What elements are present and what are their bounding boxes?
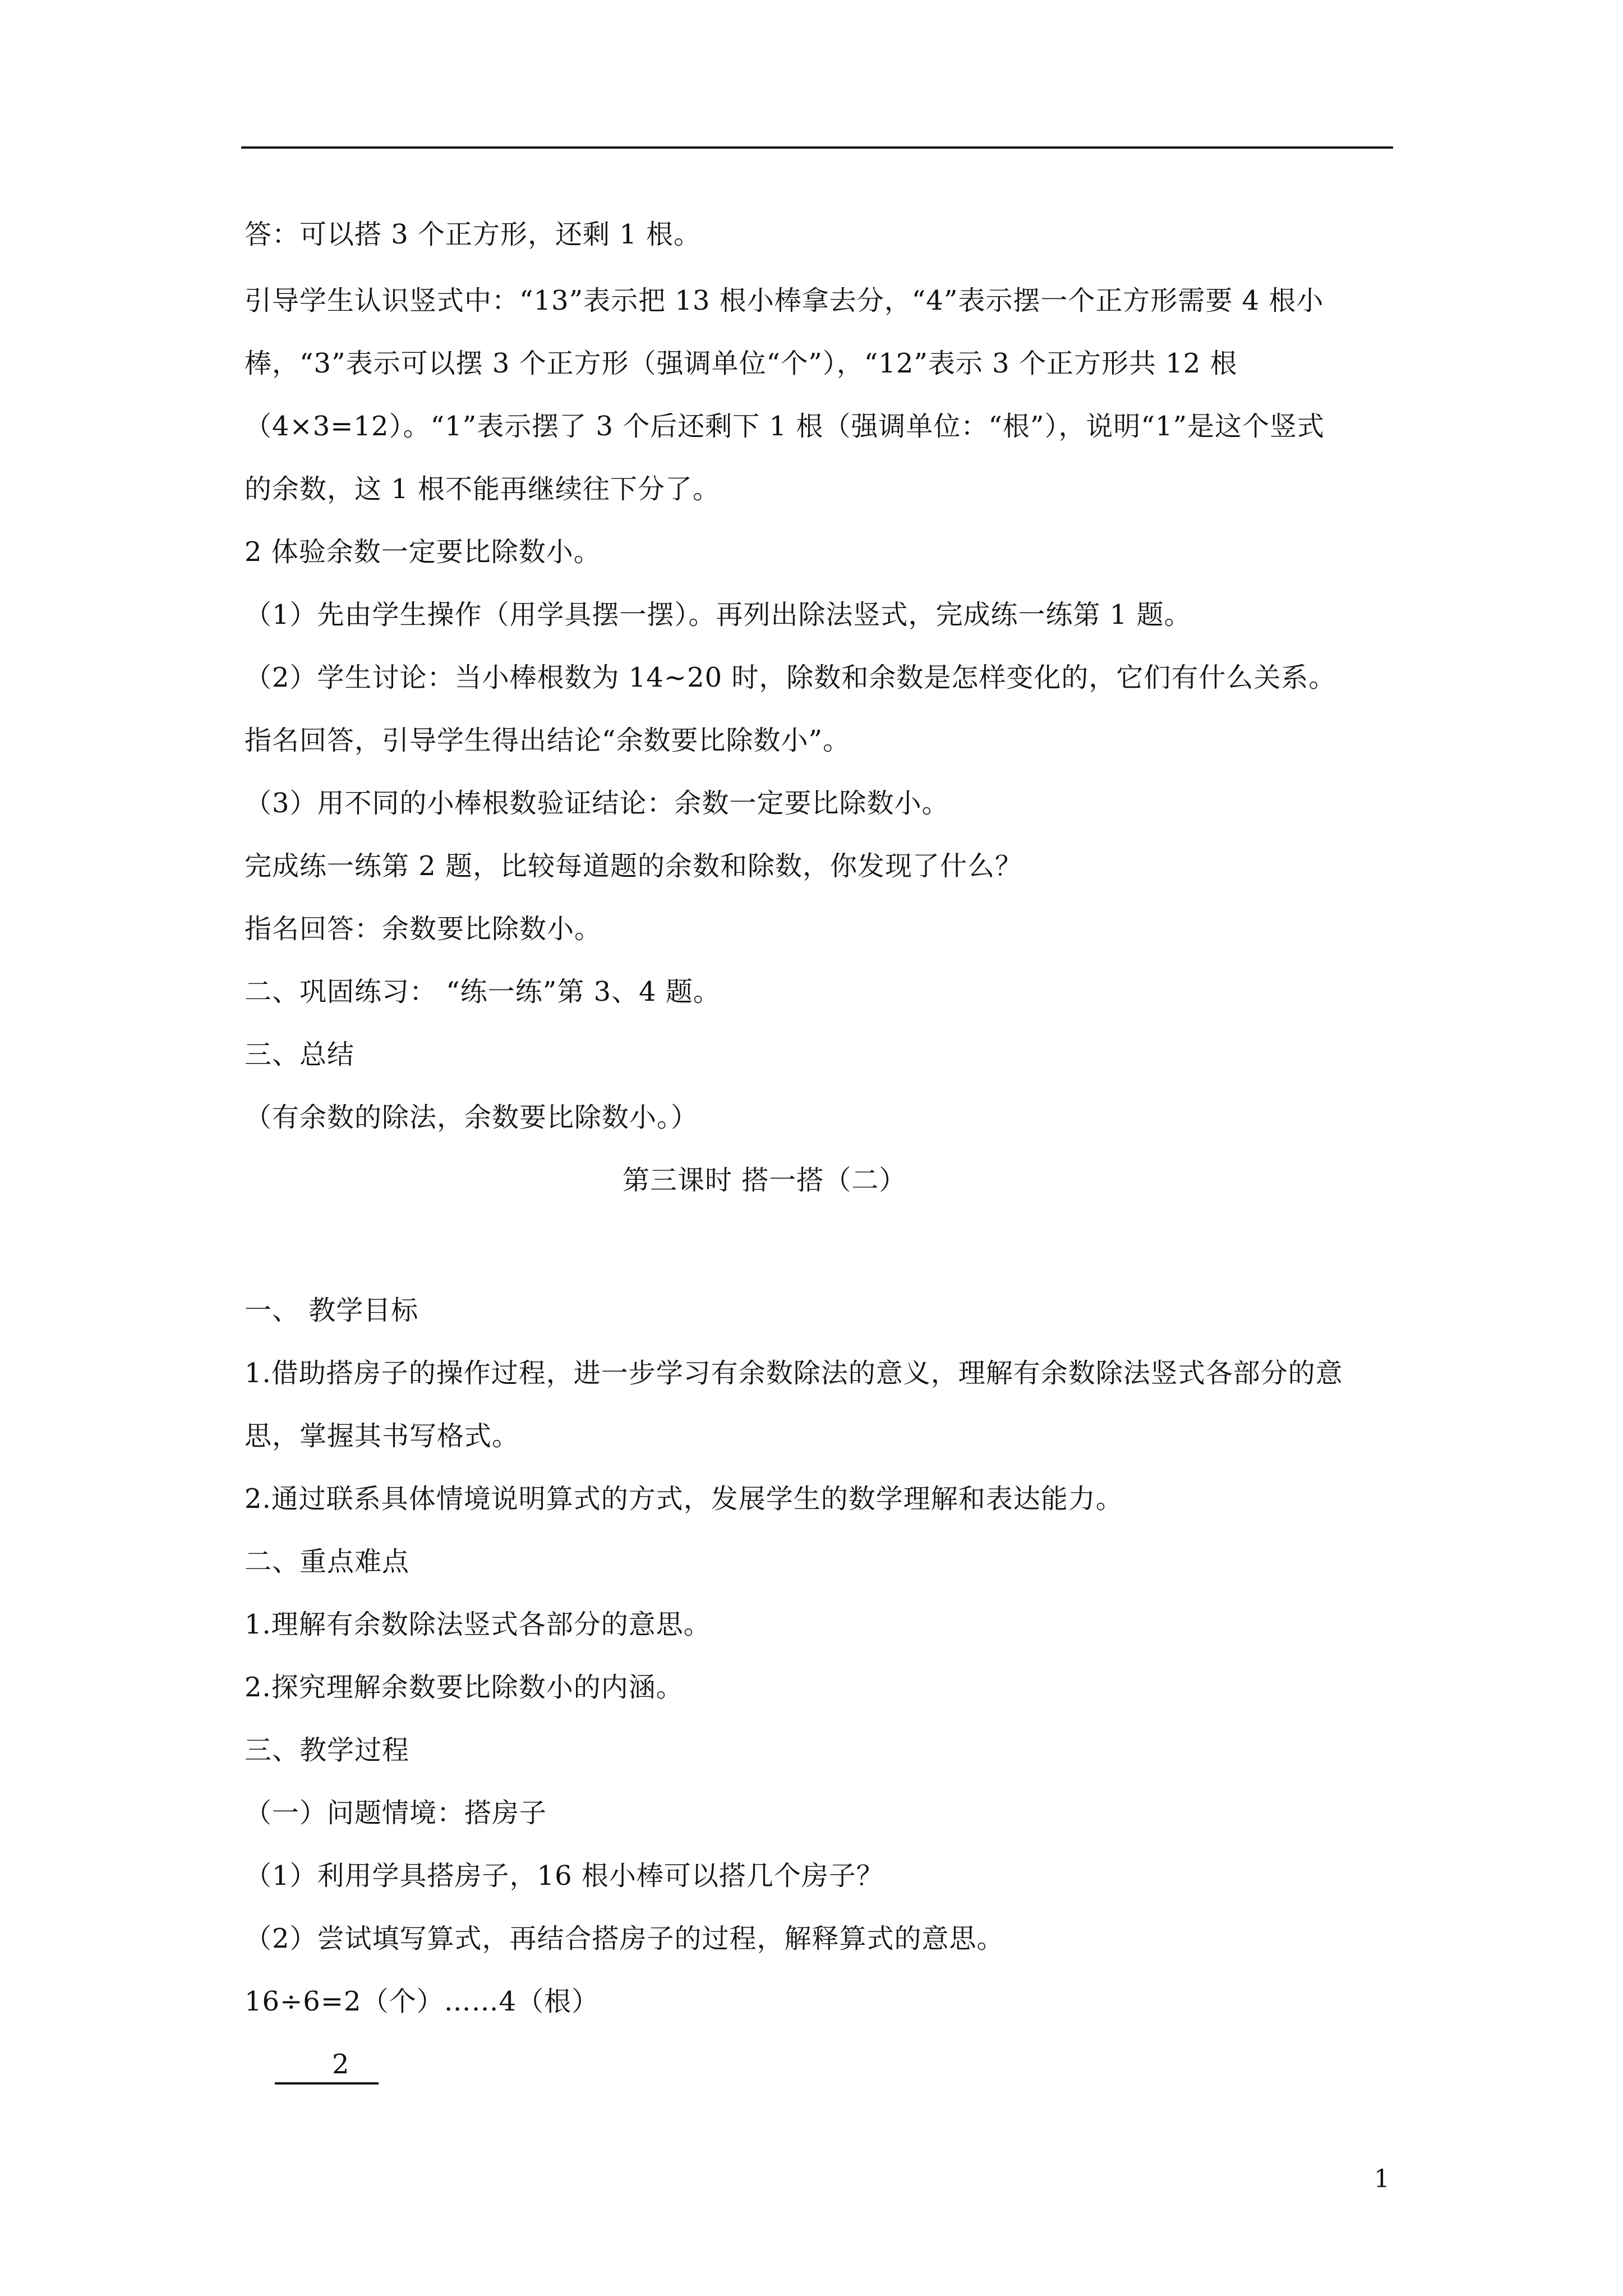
text-line: 二、巩固练习： “练一练”第 3、4 题。: [245, 976, 721, 1007]
text-line: 引导学生认识竖式中：“13”表示把 13 根小棒拿去分，“4”表示摆一个正方形需要 4 根小: [245, 285, 1324, 316]
header-rule: [241, 146, 1393, 149]
text-line: 1.借助搭房子的操作过程，进一步学习有余数除法的意义，理解有余数除法竖式各部分的意: [245, 1358, 1343, 1389]
text-line: （一）问题情境：搭房子: [245, 1797, 547, 1829]
text-line: 三、教学过程: [245, 1734, 410, 1766]
text-line: （4×3=12）。“1”表示摆了 3 个后还剩下 1 根（强调单位：“根”），说明“1”是这个竖式: [245, 411, 1325, 442]
section-title: 第三课时 搭一搭（二）: [623, 1165, 907, 1196]
text-line: 2 体验余数一定要比除数小。: [245, 536, 601, 568]
text-line: （2）学生讨论：当小棒根数为 14~20 时，除数和余数是怎样变化的，它们有什么关系。: [245, 662, 1336, 693]
text-line: （1）利用学具搭房子，16 根小棒可以搭几个房子？: [245, 1860, 884, 1892]
text-line: 一、 教学目标: [245, 1295, 419, 1326]
text-line: 2.通过联系具体情境说明算式的方式，发展学生的数学理解和表达能力。: [245, 1483, 1123, 1515]
text-line: 二、重点难点: [245, 1546, 410, 1577]
text-line: （3）用不同的小棒根数验证结论：余数一定要比除数小。: [245, 788, 949, 819]
text-line: 答：可以搭 3 个正方形，还剩 1 根。: [245, 219, 702, 250]
long-division-quotient: 2: [332, 2049, 350, 2080]
text-line: 指名回答：余数要比除数小。: [245, 913, 602, 945]
text-line: 指名回答，引导学生得出结论“余数要比除数小”。: [245, 725, 851, 756]
text-line: （有余数的除法，余数要比除数小。）: [245, 1102, 699, 1133]
text-line: 2.探究理解余数要比除数小的内涵。: [245, 1672, 684, 1703]
long-division-bar: [275, 2082, 379, 2085]
text-line: 棒，“3”表示可以摆 3 个正方形（强调单位“个”），“12”表示 3 个正方形共 12 根: [245, 348, 1238, 379]
text-line: 完成练一练第 2 题，比较每道题的余数和除数，你发现了什么？: [245, 850, 1023, 882]
text-line: 1.理解有余数除法竖式各部分的意思。: [245, 1609, 711, 1640]
text-line: 的余数，这 1 根不能再继续往下分了。: [245, 473, 721, 505]
equation-line: 16÷6=2（个）……4（根）: [245, 1986, 600, 2017]
text-line: 思，掌握其书写格式。: [245, 1420, 520, 1452]
text-line: 三、总结: [245, 1039, 355, 1070]
page-number: 1: [1374, 2165, 1390, 2193]
text-line: （2）尝试填写算式，再结合搭房子的过程，解释算式的意思。: [245, 1923, 1004, 1954]
text-line: （1）先由学生操作（用学具摆一摆）。再列出除法竖式，完成练一练第 1 题。: [245, 599, 1192, 631]
